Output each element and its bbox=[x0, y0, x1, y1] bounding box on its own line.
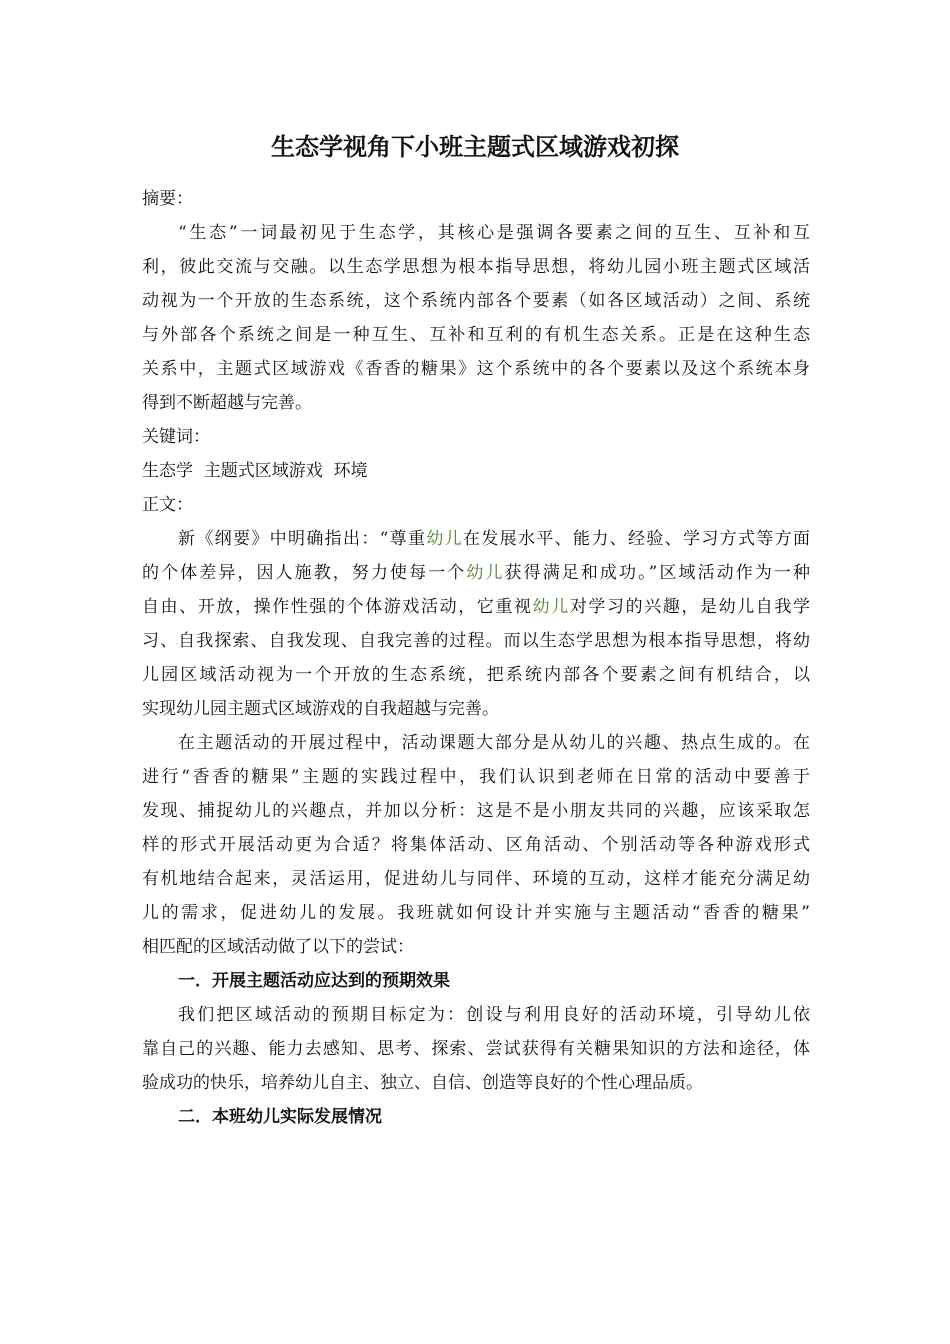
paragraph-line bbox=[142, 556, 810, 590]
paragraph-line bbox=[142, 590, 810, 624]
paragraph-line: 验成功的快乐，培养幼儿自主、独立、自信、创造等良好的个性心理品质。 bbox=[142, 1073, 703, 1093]
paragraph-line: 我们把区域活动的预期目标定为：创设与利用良好的活动环境，引导幼儿依 bbox=[178, 1005, 810, 1025]
highlight-link[interactable]: 幼儿 bbox=[426, 529, 464, 549]
abstract-line: “生态”一词最初见于生态学，其核心是强调各要素之间的互生、互补和互 bbox=[178, 223, 810, 243]
paragraph-line: 样的形式开展活动更为合适？将集体活动、区角活动、个别活动等各种游戏形式 bbox=[142, 835, 810, 855]
abstract-line: 得到不断超越与完善。 bbox=[142, 393, 312, 413]
abstract-line: 关系中，主题式区域游戏《香香的糖果》这个系统中的各个要素以及这个系统本身 bbox=[142, 359, 810, 379]
paragraph-line: 相匹配的区域活动做了以下的尝试： bbox=[142, 937, 414, 957]
document-title: 生态学视角下小班主题式区域游戏初探 bbox=[271, 133, 679, 161]
paragraph-line: 实现幼儿园主题式区域游戏的自我超越与完善。 bbox=[142, 699, 499, 719]
section-heading-2: 二．本班幼儿实际发展情况 bbox=[178, 1107, 382, 1127]
highlight-link[interactable]: 幼儿 bbox=[532, 597, 570, 617]
paragraph-line: 进行“香香的糖果”主题的实践过程中，我们认识到老师在日常的活动中要善于 bbox=[142, 767, 810, 787]
paragraph-line bbox=[142, 522, 810, 556]
section-heading-1: 一．开展主题活动应达到的预期效果 bbox=[178, 971, 450, 991]
abstract-label: 摘要： bbox=[142, 189, 193, 209]
abstract-line: 利，彼此交流与交融。以生态学思想为根本指导思想，将幼儿园小班主题式区域活 bbox=[142, 257, 810, 277]
paragraph-line: 发现、捕捉幼儿的兴趣点，并加以分析：这是不是小朋友共同的兴趣，应该采取怎 bbox=[142, 801, 810, 821]
paragraph-line: 习、自我探索、自我发现、自我完善的过程。而以生态学思想为根本指导思想，将幼 bbox=[142, 631, 810, 651]
text-segment: 的个体差异，因人施教，努力使每一个 bbox=[142, 563, 467, 583]
document-body bbox=[142, 182, 810, 1134]
abstract-line: 动视为一个开放的生态系统，这个系统内部各个要素（如各区域活动）之间、系统 bbox=[142, 291, 810, 311]
text-segment: 自由、开放，操作性强的个体游戏活动，它重视 bbox=[142, 597, 533, 617]
paragraph-line: 靠自己的兴趣、能力去感知、思考、探索、尝试获得有关糖果知识的方法和途径，体 bbox=[142, 1039, 810, 1059]
text-segment: 在发展水平、能力、经验、学习方式等方面 bbox=[463, 529, 810, 549]
keywords: 生态学 主题式区域游戏 环境 bbox=[142, 461, 368, 481]
body-label: 正文： bbox=[142, 495, 193, 515]
abstract-line: 与外部各个系统之间是一种互生、互补和互利的有机生态关系。正是在这种生态 bbox=[142, 325, 810, 345]
highlight-link[interactable]: 幼儿 bbox=[466, 563, 505, 583]
paragraph-line: 儿的需求，促进幼儿的发展。我班就如何设计并实施与主题活动“香香的糖果” bbox=[142, 903, 810, 923]
paragraph-line: 有机地结合起来，灵活运用，促进幼儿与同伴、环境的互动，这样才能充分满足幼 bbox=[142, 869, 810, 889]
paragraph-line: 在主题活动的开展过程中，活动课题大部分是从幼儿的兴趣、热点生成的。在 bbox=[178, 733, 810, 753]
keywords-label: 关键词： bbox=[142, 427, 210, 447]
paragraph-line: 儿园区域活动视为一个开放的生态系统，把系统内部各个要素之间有机结合，以 bbox=[142, 665, 810, 685]
text-segment: 对学习的兴趣，是幼儿自我学 bbox=[569, 597, 811, 617]
text-segment: 获得满足和成功。”区域活动作为一种 bbox=[504, 563, 810, 583]
text-segment: 新《纲要》中明确指出：“尊重 bbox=[178, 529, 427, 549]
